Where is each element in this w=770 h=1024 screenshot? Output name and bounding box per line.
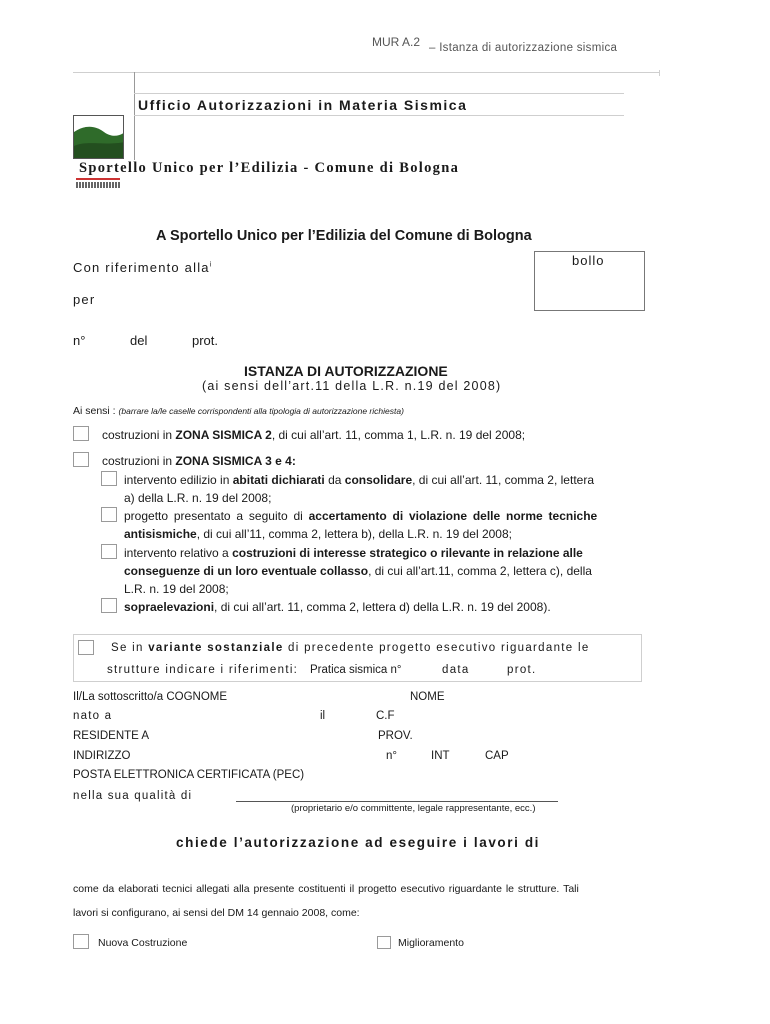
paragraph-line1: come da elaborati tecnici allegati alla presente costituenti il progetto esecutivo riguardante le strutture. Tali	[73, 883, 579, 895]
recipient-heading: A Sportello Unico per l’Edilizia del Comune di Bologna	[156, 228, 532, 244]
reference-label	[73, 260, 212, 275]
option-text: , di cui all’11, comma 2, lettera b), della L.R. n. 19 del 2008;	[196, 527, 512, 541]
regione-logo	[73, 115, 124, 159]
option-text: costruzioni in	[102, 454, 176, 468]
del-label: del	[130, 333, 148, 348]
office-rule-bottom	[134, 115, 624, 116]
qualita-note: (proprietario e/o committente, legale rappresentante, ecc.)	[291, 803, 536, 814]
sub-option-2-line2	[124, 527, 512, 541]
sub-option-3-line3: L.R. n. 19 del 2008;	[124, 582, 229, 596]
sub-option-3-line2	[124, 564, 592, 578]
sub-option-1-line2: a) della L.R. n. 19 del 2008;	[124, 491, 272, 505]
sub-option-3-line1	[124, 546, 583, 560]
office-rule-top	[134, 93, 624, 94]
checkbox-sopraelevazioni[interactable]	[101, 598, 117, 613]
option-bold-text: costruzioni di interesse strategico o rilevante in relazione alle	[232, 546, 583, 560]
checkbox-abitati-consolidare[interactable]	[101, 471, 117, 486]
checkbox-variante-sostanziale[interactable]	[78, 640, 94, 655]
option-text: da	[324, 473, 345, 487]
nome-label: NOME	[410, 691, 445, 703]
logo-divider	[134, 72, 135, 160]
option-bold-text: abitati dichiarati	[232, 473, 325, 487]
numero-label: n°	[386, 750, 397, 762]
option-bold-text: ZONA SISMICA 2	[175, 428, 272, 442]
il-label: il	[320, 710, 326, 722]
checkbox-violazione-norme[interactable]	[101, 507, 117, 522]
option-bold-text: ZONA SISMICA 3 e 4:	[175, 454, 296, 468]
option-text: , di cui all’art. 11, comma 2, lettera d) della L.R. n. 19 del 2008).	[214, 600, 551, 614]
variante-text: Se in	[111, 642, 149, 654]
option-bold-text: accertamento di violazione delle norme tecniche	[308, 509, 598, 523]
variante-line2-label: strutture indicare i riferimenti:	[107, 664, 299, 676]
residente-label: RESIDENTE A	[73, 730, 150, 742]
option-bold-text: antisismiche	[124, 527, 197, 541]
istanza-title: ISTANZA DI AUTORIZZAZIONE	[244, 363, 448, 379]
pec-label: POSTA ELETTRONICA CERTIFICATA (PEC)	[73, 769, 305, 781]
comune-logo-mark	[76, 178, 120, 180]
top-rule	[73, 72, 659, 73]
option-zona-sismica-2	[102, 428, 525, 442]
checkbox-nuova-costruzione[interactable]	[73, 934, 89, 949]
ai-sensi-label: Ai sensi :	[73, 405, 116, 417]
per-label: per	[73, 292, 96, 307]
comune-logo-text	[76, 182, 120, 188]
sub-option-2-line1	[124, 509, 597, 523]
sub-option-1-line1	[124, 473, 594, 487]
top-rule-right-tick	[659, 70, 660, 76]
indirizzo-label: INDIRIZZO	[73, 750, 131, 762]
int-label: INT	[431, 750, 450, 762]
con-riferimento-text: Con riferimento alla	[73, 260, 210, 275]
n-label: n°	[73, 333, 86, 348]
variante-data-label: data	[442, 664, 470, 676]
option-text: intervento relativo a	[124, 546, 233, 560]
sub-option-4	[124, 600, 551, 614]
footnote-mark: i	[209, 261, 213, 269]
variante-prot-label: prot.	[507, 664, 537, 676]
checkbox-zona-sismica-3-4[interactable]	[73, 452, 89, 467]
chiede-heading: chiede l’autorizzazione ad eseguire i lavori di	[176, 835, 541, 850]
form-subtitle: – Istanza di autorizzazione sismica	[429, 42, 618, 54]
option-text: progetto presentato a seguito di	[124, 509, 309, 523]
option-bold-text: conseguenze di un loro eventuale collasso	[124, 564, 369, 578]
variante-bold-text: variante sostanziale	[148, 642, 284, 654]
option-bold-text: consolidare	[344, 473, 413, 487]
option-text: , di cui all’art. 11, comma 2, lettera	[412, 473, 594, 487]
paragraph-line2: lavori si configurano, ai sensi del DM 14 gennaio 2008, come:	[73, 907, 360, 919]
checkbox-zona-sismica-2[interactable]	[73, 426, 89, 441]
cf-label: C.F	[376, 710, 395, 722]
prot-label: prot.	[192, 333, 219, 348]
nato-label: nato a	[73, 710, 113, 722]
checkbox-interesse-strategico[interactable]	[101, 544, 117, 559]
variante-line1	[111, 642, 590, 654]
variante-text: di precedente progetto esecutivo riguardante le	[283, 642, 590, 654]
form-code: MUR A.2	[372, 35, 421, 49]
checkbox-miglioramento[interactable]	[377, 936, 391, 949]
ai-sensi-note: (barrare la/le caselle corrispondenti alla tipologia di autorizzazione richiesta)	[118, 406, 404, 416]
prov-label: PROV.	[378, 730, 413, 742]
option-text: , di cui all’art.11, comma 2, lettera c), della	[368, 564, 592, 578]
option-bold-text: sopraelevazioni	[124, 600, 215, 614]
sportello-title: Sportello Unico per l’Edilizia - Comune di Bologna	[79, 160, 460, 176]
nuova-costruzione-label: Nuova Costruzione	[98, 937, 188, 949]
option-zona-sismica-3-4	[102, 454, 296, 468]
ai-sensi-line	[73, 405, 404, 417]
qualita-label: nella sua qualità di	[73, 790, 193, 802]
option-text: costruzioni in	[102, 428, 176, 442]
cap-label: CAP	[485, 750, 509, 762]
cognome-label: Il/La sottoscritto/a COGNOME	[73, 691, 228, 703]
pratica-sismica-label: Pratica sismica n°	[310, 664, 402, 676]
miglioramento-label: Miglioramento	[398, 937, 464, 949]
qualita-underline[interactable]	[236, 801, 558, 802]
option-text: , di cui all’art. 11, comma 1, L.R. n. 19 del 2008;	[271, 428, 526, 442]
istanza-subtitle: (ai sensi dell’art.11 della L.R. n.19 del 2008)	[202, 379, 502, 393]
office-title: Ufficio Autorizzazioni in Materia Sismica	[138, 97, 468, 113]
bollo-label: bollo	[572, 253, 605, 268]
option-text: intervento edilizio in	[124, 473, 233, 487]
